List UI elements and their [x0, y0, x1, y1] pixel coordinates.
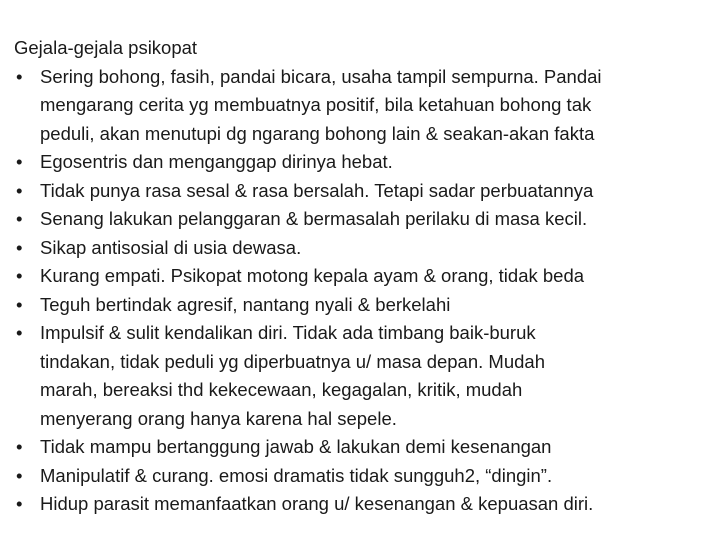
list-item-text: Teguh bertindak agresif, nantang nyali & berkelahi — [40, 293, 451, 315]
list-item — [14, 433, 706, 462]
list-item-text: Senang lakukan pelanggaran & bermasalah perilaku di masa kecil. — [40, 208, 588, 229]
bullet-icon: • — [16, 179, 23, 201]
list-item-text: peduli, akan menutupi dg ngarang bohong lain & seakan-akan fakta — [40, 122, 595, 144]
list-item-text: Tidak mampu bertanggung jawab & lakukan demi kesenangan — [40, 436, 552, 457]
list-item-text: Manipulatif & curang. emosi dramatis tidak sungguh2, “dingin”. — [40, 464, 553, 486]
bullet-icon: • — [16, 436, 23, 457]
bullet-icon: • — [16, 493, 23, 514]
bullet-icon: • — [16, 65, 23, 87]
list-item — [14, 205, 706, 234]
bullet-icon: • — [16, 322, 23, 343]
bullet-icon: • — [16, 236, 23, 258]
list-item — [14, 177, 706, 206]
list-item-text: menyerang orang hanya karena hal sepele. — [40, 407, 397, 429]
bullet-icon: • — [16, 265, 23, 286]
symptom-list — [14, 63, 706, 519]
list-item-text: Sikap antisosial di usia dewasa. — [40, 236, 302, 258]
list-item-text: mengarang cerita yg membuatnya positif, bila ketahuan bohong tak — [40, 94, 592, 115]
list-item-text: Tidak punya rasa sesal & rasa bersalah. Tetapi sadar perbuatannya — [40, 179, 594, 201]
list-item-text: Sering bohong, fasih, pandai bicara, usaha tampil sempurna. Pandai — [40, 65, 602, 87]
list-item — [14, 291, 706, 320]
list-item — [14, 490, 706, 519]
list-item — [14, 63, 706, 149]
list-item — [14, 148, 706, 177]
list-item-text: Egosentris dan menganggap dirinya hebat. — [40, 151, 393, 172]
bullet-icon: • — [16, 208, 23, 229]
list-item — [14, 234, 706, 263]
bullet-icon: • — [16, 151, 23, 172]
list-item — [14, 462, 706, 491]
list-item — [14, 262, 706, 291]
bullet-icon: • — [16, 293, 23, 315]
slide-title: Gejala-gejala psikopat — [14, 37, 198, 58]
list-item-text: Kurang empati. Psikopat motong kepala ayam & orang, tidak beda — [40, 265, 585, 286]
list-item-text: tindakan, tidak peduli yg diperbuatnya u/ masa depan. Mudah — [40, 350, 545, 372]
list-item-text: Impulsif & sulit kendalikan diri. Tidak ada timbang baik-buruk — [40, 322, 536, 343]
list-item — [14, 319, 706, 433]
bullet-icon: • — [16, 464, 23, 486]
list-item-text: Hidup parasit memanfaatkan orang u/ kesenangan & kepuasan diri. — [40, 493, 594, 514]
list-item-text: marah, bereaksi thd kekecewaan, kegagalan, kritik, mudah — [40, 379, 523, 400]
